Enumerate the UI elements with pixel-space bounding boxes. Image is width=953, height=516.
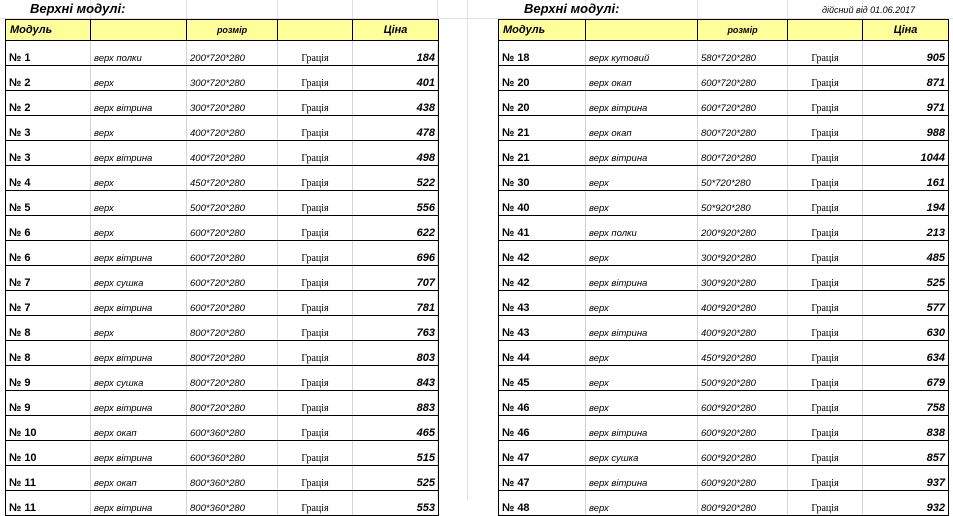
price-cell: 857 <box>863 441 949 466</box>
module-name-cell: верх вітрина <box>586 416 698 441</box>
module-size-cell: 600*920*280 <box>698 416 788 441</box>
module-number-cell: № 46 <box>499 416 586 441</box>
price-cell: 803 <box>353 341 439 366</box>
module-number-cell: № 42 <box>499 241 586 266</box>
brand-cell: Грація <box>278 141 353 166</box>
price-cell: 971 <box>863 91 949 116</box>
price-cell: 838 <box>863 416 949 441</box>
module-size-cell: 800*920*280 <box>698 491 788 516</box>
module-name-cell: верх <box>586 241 698 266</box>
module-number-cell: № 9 <box>6 391 91 416</box>
price-cell: 883 <box>353 391 439 416</box>
price-cell: 525 <box>353 466 439 491</box>
right-table-row <box>499 166 949 191</box>
module-name-cell: верх <box>91 316 187 341</box>
left-table-row <box>6 491 439 516</box>
right-table-row <box>499 266 949 291</box>
module-number-cell: № 10 <box>6 441 91 466</box>
price-cell: 161 <box>863 166 949 191</box>
price-cell: 553 <box>353 491 439 516</box>
module-name-cell: верх окап <box>586 66 698 91</box>
module-number-cell: № 43 <box>499 291 586 316</box>
module-size-cell: 200*920*280 <box>698 216 788 241</box>
brand-cell: Грація <box>278 241 353 266</box>
price-cell: 622 <box>353 216 439 241</box>
brand-cell: Грація <box>278 266 353 291</box>
right-table-row <box>499 416 949 441</box>
left-price-table <box>5 19 439 516</box>
price-cell: 630 <box>863 316 949 341</box>
right-table-row <box>499 41 949 66</box>
module-number-cell: № 3 <box>6 116 91 141</box>
module-name-cell: верх окап <box>586 116 698 141</box>
module-name-cell: верх вітрина <box>91 341 187 366</box>
left-table-row <box>6 241 439 266</box>
price-cell: 843 <box>353 366 439 391</box>
brand-cell: Грація <box>788 116 863 141</box>
price-cell: 932 <box>863 491 949 516</box>
price-cell: 577 <box>863 291 949 316</box>
module-name-cell: верх <box>586 166 698 191</box>
module-size-cell: 400*920*280 <box>698 291 788 316</box>
module-name-cell: верх <box>586 191 698 216</box>
module-name-cell: верх <box>91 116 187 141</box>
module-name-cell: верх сушка <box>91 266 187 291</box>
module-number-cell: № 6 <box>6 241 91 266</box>
module-name-cell: верх <box>586 341 698 366</box>
left-header-size: розмір <box>187 20 278 41</box>
brand-cell: Грація <box>788 91 863 116</box>
module-size-cell: 400*720*280 <box>187 116 278 141</box>
right-table-row <box>499 391 949 416</box>
price-cell: 465 <box>353 416 439 441</box>
brand-cell: Грація <box>788 191 863 216</box>
module-number-cell: № 8 <box>6 341 91 366</box>
brand-cell: Грація <box>788 391 863 416</box>
left-header-brand <box>278 20 353 41</box>
price-cell: 707 <box>353 266 439 291</box>
module-name-cell: верх кутовий <box>586 41 698 66</box>
right-table-row <box>499 216 949 241</box>
module-name-cell: верх <box>91 191 187 216</box>
brand-cell: Грація <box>788 41 863 66</box>
brand-cell: Грація <box>278 341 353 366</box>
brand-cell: Грація <box>278 441 353 466</box>
module-size-cell: 300*720*280 <box>187 66 278 91</box>
price-cell: 184 <box>353 41 439 66</box>
brand-cell: Грація <box>278 466 353 491</box>
module-number-cell: № 47 <box>499 441 586 466</box>
price-cell: 438 <box>353 91 439 116</box>
module-name-cell: верх <box>91 166 187 191</box>
right-table-row <box>499 291 949 316</box>
price-cell: 905 <box>863 41 949 66</box>
module-number-cell: № 46 <box>499 391 586 416</box>
module-name-cell: верх <box>91 216 187 241</box>
module-size-cell: 300*920*280 <box>698 241 788 266</box>
module-number-cell: № 20 <box>499 91 586 116</box>
module-size-cell: 600*720*280 <box>187 216 278 241</box>
module-size-cell: 800*720*280 <box>187 366 278 391</box>
module-number-cell: № 21 <box>499 116 586 141</box>
price-cell: 525 <box>863 266 949 291</box>
left-table-row <box>6 391 439 416</box>
brand-cell: Грація <box>278 291 353 316</box>
left-table-row <box>6 41 439 66</box>
module-name-cell: верх <box>586 291 698 316</box>
brand-cell: Грація <box>278 316 353 341</box>
right-table-row <box>499 366 949 391</box>
price-cell: 1044 <box>863 141 949 166</box>
price-cell: 988 <box>863 116 949 141</box>
price-cell: 401 <box>353 66 439 91</box>
module-number-cell: № 21 <box>499 141 586 166</box>
module-number-cell: № 43 <box>499 316 586 341</box>
module-number-cell: № 18 <box>499 41 586 66</box>
price-cell: 634 <box>863 341 949 366</box>
brand-cell: Грація <box>788 316 863 341</box>
module-number-cell: № 7 <box>6 266 91 291</box>
module-name-cell: верх вітрина <box>91 391 187 416</box>
module-size-cell: 600*920*280 <box>698 441 788 466</box>
brand-cell: Грація <box>788 466 863 491</box>
right-header-price: Ціна <box>863 20 949 41</box>
right-table-row <box>499 316 949 341</box>
module-name-cell: верх вітрина <box>586 266 698 291</box>
module-number-cell: № 6 <box>6 216 91 241</box>
right-table-row <box>499 441 949 466</box>
left-table-row <box>6 266 439 291</box>
price-cell: 478 <box>353 116 439 141</box>
price-cell: 556 <box>353 191 439 216</box>
brand-cell: Грація <box>788 141 863 166</box>
left-table-row <box>6 216 439 241</box>
brand-cell: Грація <box>788 266 863 291</box>
module-name-cell: верх полки <box>91 41 187 66</box>
module-number-cell: № 42 <box>499 266 586 291</box>
left-header-module: Модуль <box>6 20 91 41</box>
module-name-cell: верх вітрина <box>586 316 698 341</box>
module-number-cell: № 2 <box>6 66 91 91</box>
left-table-row <box>6 66 439 91</box>
module-size-cell: 50*920*280 <box>698 191 788 216</box>
left-table-row <box>6 291 439 316</box>
module-name-cell: верх окап <box>91 466 187 491</box>
module-number-cell: № 2 <box>6 91 91 116</box>
brand-cell: Грація <box>788 416 863 441</box>
right-table-row <box>499 91 949 116</box>
module-size-cell: 450*920*280 <box>698 341 788 366</box>
left-table-row <box>6 116 439 141</box>
price-cell: 763 <box>353 316 439 341</box>
left-table-row <box>6 141 439 166</box>
module-number-cell: № 4 <box>6 166 91 191</box>
right-table-row <box>499 66 949 91</box>
price-cell: 213 <box>863 216 949 241</box>
module-size-cell: 600*720*280 <box>187 241 278 266</box>
brand-cell: Грація <box>788 491 863 516</box>
module-name-cell: верх окап <box>91 416 187 441</box>
brand-cell: Грація <box>278 491 353 516</box>
module-number-cell: № 48 <box>499 491 586 516</box>
module-number-cell: № 11 <box>6 491 91 516</box>
brand-cell: Грація <box>278 41 353 66</box>
module-size-cell: 800*720*280 <box>698 116 788 141</box>
module-size-cell: 800*720*280 <box>187 391 278 416</box>
module-name-cell: верх вітрина <box>91 441 187 466</box>
module-number-cell: № 3 <box>6 141 91 166</box>
module-number-cell: № 11 <box>6 466 91 491</box>
module-size-cell: 600*720*280 <box>698 66 788 91</box>
left-header-row <box>6 20 439 41</box>
brand-cell: Грація <box>788 166 863 191</box>
module-size-cell: 580*720*280 <box>698 41 788 66</box>
module-number-cell: № 20 <box>499 66 586 91</box>
module-number-cell: № 7 <box>6 291 91 316</box>
brand-cell: Грація <box>278 91 353 116</box>
module-size-cell: 500*720*280 <box>187 191 278 216</box>
price-cell: 679 <box>863 366 949 391</box>
module-size-cell: 600*920*280 <box>698 391 788 416</box>
right-header-row <box>499 20 949 41</box>
module-size-cell: 800*720*280 <box>187 316 278 341</box>
module-size-cell: 600*720*280 <box>187 266 278 291</box>
brand-cell: Грація <box>278 166 353 191</box>
module-name-cell: верх вітрина <box>91 291 187 316</box>
module-number-cell: № 41 <box>499 216 586 241</box>
left-table-row <box>6 91 439 116</box>
module-size-cell: 600*720*280 <box>187 291 278 316</box>
module-size-cell: 800*360*280 <box>187 491 278 516</box>
module-name-cell: верх <box>91 66 187 91</box>
module-size-cell: 600*920*280 <box>698 466 788 491</box>
module-size-cell: 200*720*280 <box>187 41 278 66</box>
price-cell: 522 <box>353 166 439 191</box>
module-size-cell: 800*720*280 <box>187 341 278 366</box>
module-name-cell: верх <box>586 366 698 391</box>
right-table-row <box>499 116 949 141</box>
price-cell: 515 <box>353 441 439 466</box>
module-name-cell: верх <box>586 391 698 416</box>
right-table-row <box>499 241 949 266</box>
right-table-row <box>499 341 949 366</box>
module-name-cell: верх вітрина <box>586 91 698 116</box>
module-name-cell: верх сушка <box>91 366 187 391</box>
price-cell: 871 <box>863 66 949 91</box>
right-sheet-title: Верхні модулі: <box>524 1 620 16</box>
module-size-cell: 800*360*280 <box>187 466 278 491</box>
brand-cell: Грація <box>788 366 863 391</box>
module-number-cell: № 5 <box>6 191 91 216</box>
module-name-cell: верх сушка <box>586 441 698 466</box>
brand-cell: Грація <box>788 441 863 466</box>
module-number-cell: № 45 <box>499 366 586 391</box>
left-table-row <box>6 316 439 341</box>
module-number-cell: № 47 <box>499 466 586 491</box>
brand-cell: Грація <box>788 241 863 266</box>
module-size-cell: 600*720*280 <box>698 91 788 116</box>
brand-cell: Грація <box>788 66 863 91</box>
left-table-row <box>6 441 439 466</box>
module-size-cell: 600*360*280 <box>187 416 278 441</box>
module-size-cell: 50*720*280 <box>698 166 788 191</box>
module-number-cell: № 9 <box>6 366 91 391</box>
brand-cell: Грація <box>788 341 863 366</box>
right-table-row <box>499 466 949 491</box>
right-price-table <box>498 19 949 516</box>
left-sheet-title: Верхні модулі: <box>30 1 126 16</box>
brand-cell: Грація <box>788 216 863 241</box>
module-number-cell: № 8 <box>6 316 91 341</box>
right-table-row <box>499 491 949 516</box>
brand-cell: Грація <box>788 291 863 316</box>
brand-cell: Грація <box>278 216 353 241</box>
right-header-name <box>586 20 698 41</box>
module-number-cell: № 40 <box>499 191 586 216</box>
left-table-row <box>6 416 439 441</box>
module-size-cell: 300*920*280 <box>698 266 788 291</box>
module-name-cell: верх вітрина <box>91 91 187 116</box>
left-table-row <box>6 341 439 366</box>
module-name-cell: верх вітрина <box>91 141 187 166</box>
brand-cell: Грація <box>278 66 353 91</box>
module-size-cell: 300*720*280 <box>187 91 278 116</box>
module-number-cell: № 44 <box>499 341 586 366</box>
module-size-cell: 500*920*280 <box>698 366 788 391</box>
module-size-cell: 600*360*280 <box>187 441 278 466</box>
module-size-cell: 400*920*280 <box>698 316 788 341</box>
price-cell: 758 <box>863 391 949 416</box>
module-size-cell: 800*720*280 <box>698 141 788 166</box>
left-table-row <box>6 466 439 491</box>
right-table-row <box>499 141 949 166</box>
module-size-cell: 400*720*280 <box>187 141 278 166</box>
left-table-row <box>6 191 439 216</box>
brand-cell: Грація <box>278 416 353 441</box>
brand-cell: Грація <box>278 116 353 141</box>
brand-cell: Грація <box>278 391 353 416</box>
price-cell: 696 <box>353 241 439 266</box>
validity-date: дійсний від 01.06.2017 <box>822 5 916 15</box>
right-header-size: розмір <box>698 20 788 41</box>
right-header-brand <box>788 20 863 41</box>
left-header-price: Ціна <box>353 20 439 41</box>
module-name-cell: верх вітрина <box>586 466 698 491</box>
left-header-name <box>91 20 187 41</box>
price-cell: 781 <box>353 291 439 316</box>
module-number-cell: № 1 <box>6 41 91 66</box>
price-cell: 937 <box>863 466 949 491</box>
module-name-cell: верх вітрина <box>91 241 187 266</box>
brand-cell: Грація <box>278 191 353 216</box>
brand-cell: Грація <box>278 366 353 391</box>
right-header-module: Модуль <box>499 20 586 41</box>
right-table-row <box>499 191 949 216</box>
module-name-cell: верх вітрина <box>91 491 187 516</box>
price-cell: 194 <box>863 191 949 216</box>
price-cell: 485 <box>863 241 949 266</box>
module-number-cell: № 30 <box>499 166 586 191</box>
module-size-cell: 450*720*280 <box>187 166 278 191</box>
price-cell: 498 <box>353 141 439 166</box>
module-number-cell: № 10 <box>6 416 91 441</box>
module-name-cell: верх полки <box>586 216 698 241</box>
module-name-cell: верх <box>586 491 698 516</box>
module-name-cell: верх вітрина <box>586 141 698 166</box>
left-table-row <box>6 166 439 191</box>
left-table-row <box>6 366 439 391</box>
